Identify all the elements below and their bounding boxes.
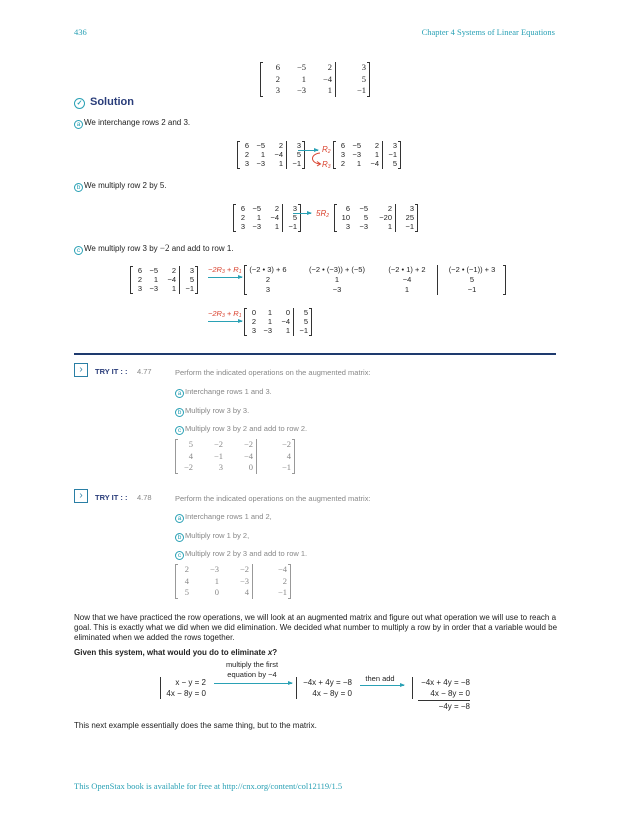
matrix-cell: 5 bbox=[189, 275, 194, 285]
matrix-cell: 1 bbox=[260, 150, 265, 160]
system-2: −4x + 4y = −8 4x − 8y = 0 bbox=[296, 677, 352, 699]
matrix-cell: −2 bbox=[243, 439, 253, 449]
try-it-2-instruction: Perform the indicated operations on the augmented matrix: bbox=[175, 494, 371, 503]
label-then-add: then add bbox=[365, 674, 395, 683]
matrix-cell: −4 bbox=[322, 73, 332, 84]
try-it-2-number: 4.78 bbox=[137, 493, 152, 502]
matrix-cell: −3 bbox=[359, 222, 368, 232]
matrix-cell: 3 bbox=[137, 284, 142, 294]
matrix-cell: −4 bbox=[370, 159, 379, 169]
chevron-right-icon: › bbox=[74, 489, 88, 503]
matrix-cell: −3 bbox=[352, 150, 361, 160]
matrix-cell: −1 bbox=[213, 450, 223, 461]
matrix-cell: −5 bbox=[359, 204, 368, 213]
matrix-cell: 1 bbox=[171, 284, 176, 294]
matrix-cell: 4 bbox=[188, 450, 193, 461]
matrix-cell: −3 bbox=[239, 575, 249, 586]
matrix-cell: 4 bbox=[286, 450, 291, 461]
matrix-cell: 6 bbox=[240, 204, 245, 213]
chevron-right-icon: › bbox=[74, 363, 88, 377]
matrix-cell: 3 bbox=[251, 326, 256, 336]
matrix-cell: 2 bbox=[251, 317, 256, 327]
try-it-1-number: 4.77 bbox=[137, 367, 152, 376]
matrix-cell: −20 bbox=[379, 213, 392, 223]
step-b-arrow bbox=[293, 213, 311, 214]
step-a-text: a We interchange rows 2 and 3. bbox=[74, 118, 190, 129]
step-a-label-r3: $R_3$ bbox=[322, 160, 331, 170]
matrix-cell: −5 bbox=[252, 204, 261, 213]
matrix-cell: −1 bbox=[356, 85, 366, 95]
matrix-cell: 6 bbox=[340, 141, 345, 150]
matrix-cell: 3 bbox=[218, 462, 223, 472]
matrix-cell: 10 bbox=[341, 213, 350, 223]
matrix-cell: 1 bbox=[267, 317, 272, 327]
swap-arrow-icon bbox=[308, 151, 322, 167]
matrix-cell: 1 bbox=[327, 85, 332, 95]
matrix-cell: −1 bbox=[185, 284, 194, 294]
matrix-cell: −4 bbox=[243, 450, 253, 461]
matrix-cell: 3 bbox=[345, 222, 350, 232]
try-it-2-item-c: c Multiply row 2 by 3 and add to row 1. bbox=[175, 549, 307, 560]
system-3: −4x + 4y = −8 4x − 8y = 0 bbox=[412, 677, 470, 699]
matrix-cell: 3 bbox=[240, 222, 245, 232]
matrix-cell: 4 bbox=[184, 575, 189, 586]
matrix-cell: 3 bbox=[340, 150, 345, 160]
matrix-cell: 3 bbox=[361, 62, 366, 72]
step-c-arrow bbox=[208, 277, 242, 278]
matrix-cell: 1 bbox=[214, 575, 219, 586]
arrow-multiply bbox=[214, 683, 292, 684]
try-it-1-item-c: c Multiply row 3 by 2 and add to row 2. bbox=[175, 424, 307, 435]
matrix-cell: 2 bbox=[282, 575, 287, 586]
step-b-text: b We multiply row 2 by 5. bbox=[74, 181, 167, 192]
matrix-cell: 1 bbox=[278, 159, 283, 169]
matrix-cell: −5 bbox=[256, 141, 265, 150]
step-c-op-2: $-2R_3 + R_1$ bbox=[208, 309, 242, 319]
matrix-cell: 5 bbox=[188, 439, 193, 449]
matrix-cell: 3 bbox=[275, 85, 280, 95]
solution-heading bbox=[74, 96, 134, 109]
step-a-before-matrix bbox=[237, 141, 305, 169]
matrix-cell: 5 bbox=[303, 317, 308, 327]
step-b-after-matrix bbox=[334, 204, 418, 232]
page-number: 436 bbox=[74, 27, 87, 37]
body-paragraph: Now that we have practiced the row operations, we will look at an augmented matrix and figure out what operation we will use to reach a goal. This is exactly what we did when we did elimination. We decided what number to multiply a row by in order that a variable would be eliminated when we added the rows together. bbox=[74, 613, 558, 642]
matrix-cell: 5 bbox=[296, 150, 301, 160]
footer-text: This OpenStax book is available for free at http://cnx.org/content/col12119/1.5 bbox=[74, 781, 343, 791]
step-c-op: $-2R_3 + R_1$ bbox=[208, 265, 242, 275]
step-c-text: c We multiply row 3 by −2 and add to row 1. bbox=[74, 243, 234, 255]
try-it-1-item-a: a Interchange rows 1 and 3. bbox=[175, 387, 272, 398]
matrix-cell: −4 bbox=[274, 150, 283, 160]
matrix-cell: 1 bbox=[153, 275, 158, 285]
label-multiply: multiply the first equation by −4 bbox=[225, 660, 279, 679]
matrix-cell: −1 bbox=[405, 222, 414, 232]
matrix-cell: 2 bbox=[374, 141, 379, 150]
top-matrix bbox=[260, 62, 370, 97]
try-it-2-item-a: a Interchange rows 1 and 2, bbox=[175, 512, 272, 523]
matrix-cell: −1 bbox=[299, 326, 308, 336]
matrix-cell: −1 bbox=[388, 150, 397, 160]
matrix-cell: 6 bbox=[345, 204, 350, 213]
matrix-cell: 0 bbox=[248, 462, 253, 472]
matrix-cell: 5 bbox=[392, 159, 397, 169]
matrix-cell: −3 bbox=[263, 326, 272, 336]
matrix-cell: 5 bbox=[184, 587, 189, 597]
matrix-cell: −1 bbox=[277, 587, 287, 597]
matrix-cell: 6 bbox=[137, 266, 142, 275]
try-it-1-item-b: b Multiply row 3 by 3. bbox=[175, 406, 249, 417]
matrix-cell: 0 bbox=[251, 308, 256, 317]
matrix-cell: 2 bbox=[240, 213, 245, 223]
matrix-cell: −3 bbox=[209, 564, 219, 574]
matrix-cell: 3 bbox=[244, 159, 249, 169]
matrix-cell: 2 bbox=[184, 564, 189, 574]
matrix-cell: −3 bbox=[256, 159, 265, 169]
matrix-cell: −3 bbox=[252, 222, 261, 232]
matrix-cell: 1 bbox=[256, 213, 261, 223]
matrix-cell: 25 bbox=[405, 213, 414, 223]
matrix-cell: 2 bbox=[327, 62, 332, 72]
step-c-result-matrix bbox=[244, 308, 312, 336]
matrix-cell: 1 bbox=[301, 73, 306, 84]
check-circle-icon: ✓ bbox=[74, 98, 85, 109]
matrix-cell: 1 bbox=[285, 326, 290, 336]
matrix-cell: 1 bbox=[267, 308, 272, 317]
matrix-cell: 3 bbox=[409, 204, 414, 213]
matrix-cell: 3 bbox=[296, 141, 301, 150]
matrix-cell: −2 bbox=[281, 439, 291, 449]
matrix-cell: 1 bbox=[387, 222, 392, 232]
matrix-cell: 5 bbox=[363, 213, 368, 223]
closing-text: This next example essentially does the same thing, but to the matrix. bbox=[74, 721, 317, 730]
matrix-cell: 3 bbox=[392, 141, 397, 150]
matrix-cell: −5 bbox=[352, 141, 361, 150]
body-question: Given this system, what would you do to eliminate x? bbox=[74, 648, 278, 657]
step-c-letter: c bbox=[74, 246, 83, 255]
arrow-then-add bbox=[360, 685, 404, 686]
section-divider bbox=[74, 353, 556, 355]
matrix-cell: 5 bbox=[303, 308, 308, 317]
matrix-cell: −2 bbox=[213, 439, 223, 449]
matrix-cell: −4 bbox=[270, 213, 279, 223]
matrix-cell: 2 bbox=[171, 266, 176, 275]
try-it-1-instruction: Perform the indicated operations on the augmented matrix: bbox=[175, 368, 371, 377]
matrix-cell: 0 bbox=[214, 587, 219, 597]
system-1: x − y = 2 4x − 8y = 0 bbox=[160, 677, 206, 699]
matrix-cell: −4 bbox=[167, 275, 176, 285]
matrix-cell: 2 bbox=[340, 159, 345, 169]
step-b-op: $5R_2$ bbox=[316, 209, 330, 219]
system-3-result: −4y = −8 bbox=[438, 702, 470, 711]
matrix-cell: 1 bbox=[274, 222, 279, 232]
step-a-after-matrix bbox=[333, 141, 401, 169]
matrix-cell: 0 bbox=[285, 308, 290, 317]
sum-line bbox=[418, 700, 470, 701]
matrix-cell: 2 bbox=[274, 204, 279, 213]
matrix-cell: 1 bbox=[356, 159, 361, 169]
matrix-cell: 2 bbox=[275, 73, 280, 84]
step-a-letter: a bbox=[74, 120, 83, 129]
matrix-cell: −1 bbox=[288, 222, 297, 232]
matrix-cell: 2 bbox=[387, 204, 392, 213]
matrix-cell: 4 bbox=[244, 587, 249, 597]
step-a-label-r2: $R_2$ bbox=[322, 145, 331, 155]
matrix-cell: 5 bbox=[361, 73, 366, 84]
matrix-cell: −5 bbox=[296, 62, 306, 72]
chapter-title: Chapter 4 Systems of Linear Equations bbox=[421, 27, 555, 37]
matrix-cell: 3 bbox=[189, 266, 194, 275]
matrix-cell: −1 bbox=[292, 159, 301, 169]
matrix-cell: 1 bbox=[374, 150, 379, 160]
matrix-cell: 6 bbox=[275, 62, 280, 72]
matrix-cell: −2 bbox=[183, 462, 193, 472]
try-it-2-label: TRY IT : : bbox=[95, 493, 128, 502]
step-b-before-matrix bbox=[233, 204, 301, 232]
matrix-cell: 5 bbox=[292, 213, 297, 223]
matrix-cell: 2 bbox=[137, 275, 142, 285]
solution-title: Solution bbox=[90, 96, 134, 108]
matrix-cell: 2 bbox=[244, 150, 249, 160]
matrix-cell: 6 bbox=[244, 141, 249, 150]
matrix-cell: 3 bbox=[292, 204, 297, 213]
step-c-arrow-2 bbox=[208, 321, 242, 322]
try-it-1-label: TRY IT : : bbox=[95, 367, 128, 376]
matrix-cell: −2 bbox=[239, 564, 249, 574]
matrix-cell: −3 bbox=[149, 284, 158, 294]
matrix-cell: 2 bbox=[278, 141, 283, 150]
try-it-2-matrix bbox=[175, 564, 291, 599]
try-it-1-matrix bbox=[175, 439, 295, 474]
step-b-letter: b bbox=[74, 183, 83, 192]
step-c-before-matrix bbox=[130, 266, 198, 294]
matrix-cell: −1 bbox=[281, 462, 291, 472]
step-c-expanded-matrix: (−2 • 3) + 6 (−2 • (−3)) + (−5) (−2 • 1) + 2 (−2 • (−1)) + 3 2 1 −4 5 3 −3 1 −1 bbox=[244, 265, 506, 295]
matrix-cell: −4 bbox=[277, 564, 287, 574]
matrix-cell: −5 bbox=[149, 266, 158, 275]
matrix-cell: −4 bbox=[281, 317, 290, 327]
try-it-2-item-b: b Multiply row 1 by 2, bbox=[175, 531, 249, 542]
matrix-cell: −3 bbox=[296, 85, 306, 95]
